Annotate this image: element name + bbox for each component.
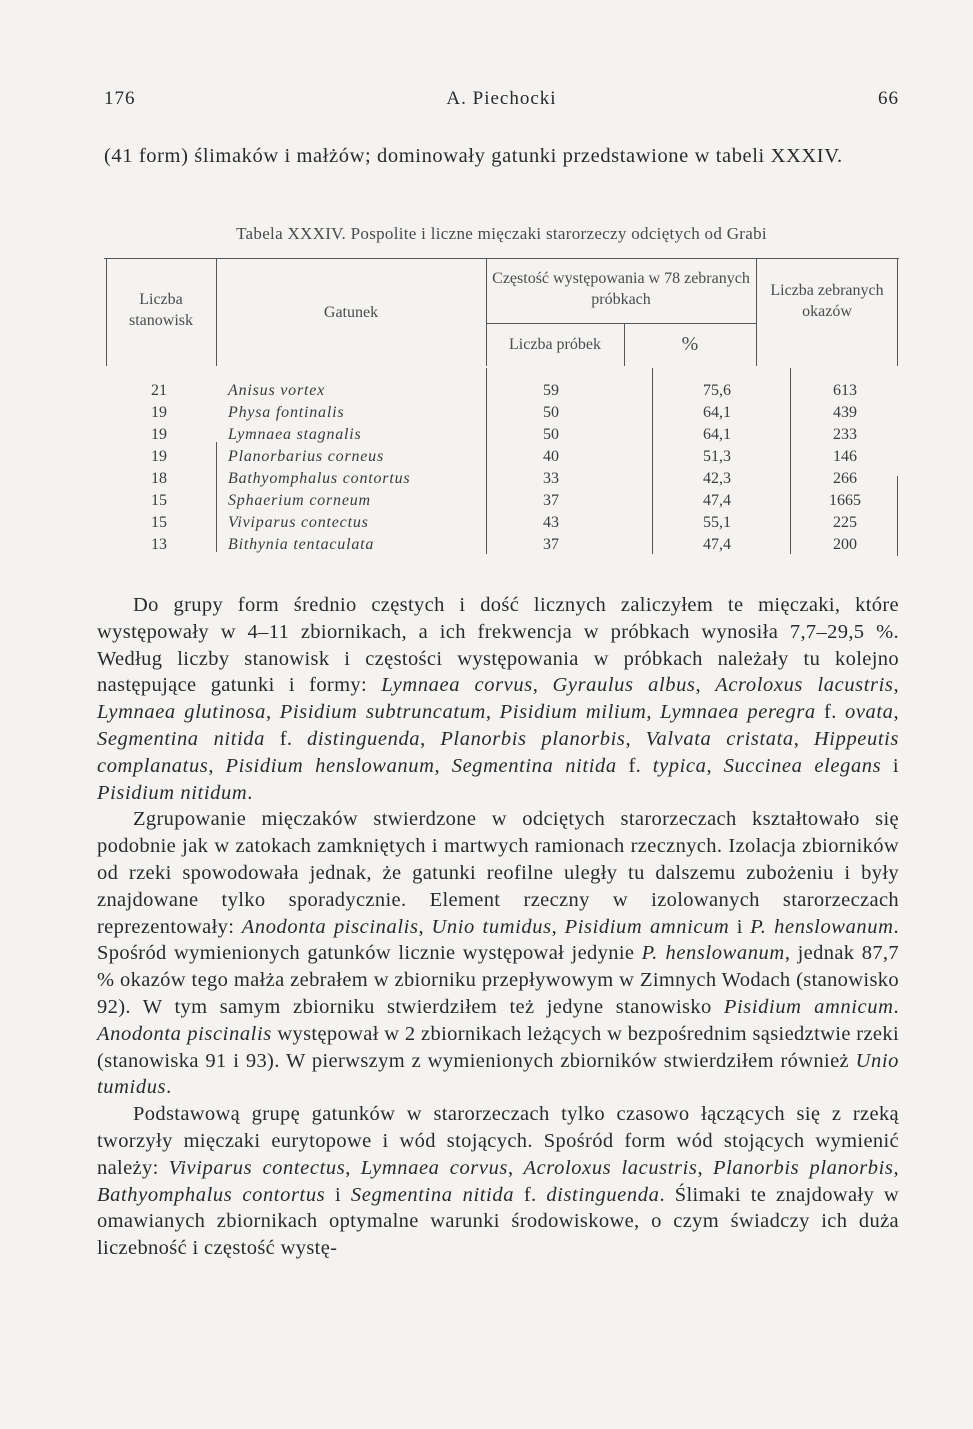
cell-procent: 47,4 xyxy=(703,536,731,553)
table-row xyxy=(104,402,899,424)
cell-probki: 37 xyxy=(543,536,559,553)
table-right-rule xyxy=(897,258,898,366)
col-divider-2 xyxy=(486,258,487,366)
table-top-rule xyxy=(104,258,899,259)
table-left-rule xyxy=(106,258,107,366)
cell-gatunek: Viviparus contectus xyxy=(228,514,369,531)
paragraph-1: Do grupy form średnio częstych i dość licznych zaliczyłem te mięczaki, które występowały w 4–11 zbiornikach, a ich frekwencja w próbkach wynosiła 7,7–29,5 %. Według liczby stanowisk i częstości występowania w próbkach należały tu kolejno następujące gatunki i formy: Lymnaea corvus, Gyraulus albus, Acroloxus lacustris, Lymnaea glutinosa, Pisidium subtruncatum, Pisidium milium, Lymnaea peregra f. ovata, Segmentina nitida f. distinguenda, Planorbis planorbis, Valvata cristata, Hippeutis complanatus, Pisidium henslowanum, Segmentina nitida f. typica, Succinea elegans i Pisidium nitidum. xyxy=(97,594,900,804)
table-caption: Tabela XXXIV. Pospolite i liczne mięczaki starorzeczy odciętych od Grabi xyxy=(236,224,767,243)
cell-okazy: 200 xyxy=(833,536,857,553)
cell-gatunek: Sphaerium corneum xyxy=(228,492,371,509)
running-header xyxy=(104,88,899,116)
table-row xyxy=(104,380,899,402)
cell-probki: 33 xyxy=(543,470,559,487)
cell-probki: 59 xyxy=(543,382,559,399)
cell-gatunek: Physa fontinalis xyxy=(228,404,345,421)
table-row xyxy=(104,446,899,468)
header-okazow: Liczba zebranych okazów xyxy=(770,282,884,320)
cell-stanowiska: 21 xyxy=(151,382,167,399)
cell-procent: 42,3 xyxy=(703,470,731,487)
cell-okazy: 439 xyxy=(833,404,857,421)
cell-okazy: 266 xyxy=(833,470,857,487)
cell-gatunek: Anisus vortex xyxy=(228,382,326,399)
cell-stanowiska: 13 xyxy=(151,536,167,553)
body-text xyxy=(97,592,899,1262)
running-author: A. Piechocki xyxy=(446,88,557,109)
cell-okazy: 1665 xyxy=(829,492,861,509)
cell-procent: 64,1 xyxy=(703,404,731,421)
section-number: 66 xyxy=(878,88,899,109)
cell-gatunek: Bithynia tentaculata xyxy=(228,536,375,553)
cell-gatunek: Bathyomphalus contortus xyxy=(228,470,411,487)
col-divider-3 xyxy=(624,323,625,366)
cell-procent: 51,3 xyxy=(703,448,731,465)
table-row xyxy=(104,490,899,512)
species-table xyxy=(104,256,899,556)
header-czestosc: Częstość występowania w 78 zebranych próbkach xyxy=(492,270,750,308)
cell-okazy: 146 xyxy=(833,448,857,465)
cell-gatunek: Planorbarius corneus xyxy=(228,448,384,465)
page-number: 176 xyxy=(104,88,136,109)
cell-procent: 64,1 xyxy=(703,426,731,443)
cell-stanowiska: 15 xyxy=(151,492,167,509)
cell-probki: 37 xyxy=(543,492,559,509)
header-liczba-probek: Liczba próbek xyxy=(509,336,601,353)
cell-procent: 47,4 xyxy=(703,492,731,509)
col-divider-1 xyxy=(216,258,217,366)
paragraph-2: Zgrupowanie mięczaków stwierdzone w odciętych starorzeczach kształtowało się podobnie jak w zatokach zamkniętych i martwych ramionach rzecznych. Izolacja zbiorników od rzeki spowodowała jednak, że gatunki reofilne uległy tu dalszemu zubożeniu i były znajdowane tylko sporadycznie. Element rzeczny w izolowanych starorzeczach reprezentowały: Anodonta piscinalis, Unio tumidus, Pisidium amnicum i P. henslowanum. Spośród wymienionych gatunków licznie występował jedynie P. henslowanum, jednak 87,7 % okazów tego małża zebrałem w zbiorniku przepływowym w Zimnych Wodach (stanowisko 92). W tym samym zbiorniku stwierdziłem też jedyne stanowisko Pisidium amnicum. Anodonta piscinalis występował w 2 zbiornikach leżących w bezpośrednim sąsiedztwie rzeki (stanowiska 91 i 93). W pierwszym z wymienionych zbiorników stwierdziłem również Unio tumidus. xyxy=(97,808,900,1099)
cell-probki: 50 xyxy=(543,426,559,443)
header-subdivider xyxy=(486,323,756,324)
cell-stanowiska: 15 xyxy=(151,514,167,531)
header-gatunek: Gatunek xyxy=(323,304,379,321)
table-row xyxy=(104,512,899,534)
cell-gatunek: Lymnaea stagnalis xyxy=(228,426,362,443)
cell-probki: 50 xyxy=(543,404,559,421)
cell-probki: 43 xyxy=(543,514,559,531)
cell-probki: 40 xyxy=(543,448,559,465)
table-row xyxy=(104,468,899,490)
table-row xyxy=(104,424,899,446)
cell-procent: 55,1 xyxy=(703,514,731,531)
cell-okazy: 225 xyxy=(833,514,857,531)
table-row xyxy=(104,534,899,556)
cell-stanowiska: 19 xyxy=(151,404,167,421)
paragraph-3: Podstawową grupę gatunków w starorzeczach tylko czasowo łączących się z rzeką tworzyły mięczaki eurytopowe i wód stojących. Spośród form wód stojących wymienić należy: Viviparus contectus, Lymnaea corvus, Acroloxus lacustris, Planorbis planorbis, Bathyomphalus contortus i Segmentina nitida f. distinguenda. Ślimaki te znajdowały w omawianych zbiornikach optymalne warunki środowiskowe, o czym świadczy ich duża liczebność i częstość wystę- xyxy=(97,1103,899,1260)
intro-paragraph: (41 form) ślimaków i małżów; dominowały gatunki przedstawione w tabeli XXXIV. xyxy=(104,145,843,167)
col-divider-4 xyxy=(756,258,757,366)
cell-okazy: 613 xyxy=(833,382,857,399)
cell-stanowiska: 18 xyxy=(151,470,167,487)
cell-procent: 75,6 xyxy=(703,382,731,399)
cell-okazy: 233 xyxy=(833,426,857,443)
header-procent: % xyxy=(681,333,699,355)
cell-stanowiska: 19 xyxy=(151,448,167,465)
header-stanowiska: Liczba stanowisk xyxy=(129,291,193,329)
cell-stanowiska: 19 xyxy=(151,426,167,443)
